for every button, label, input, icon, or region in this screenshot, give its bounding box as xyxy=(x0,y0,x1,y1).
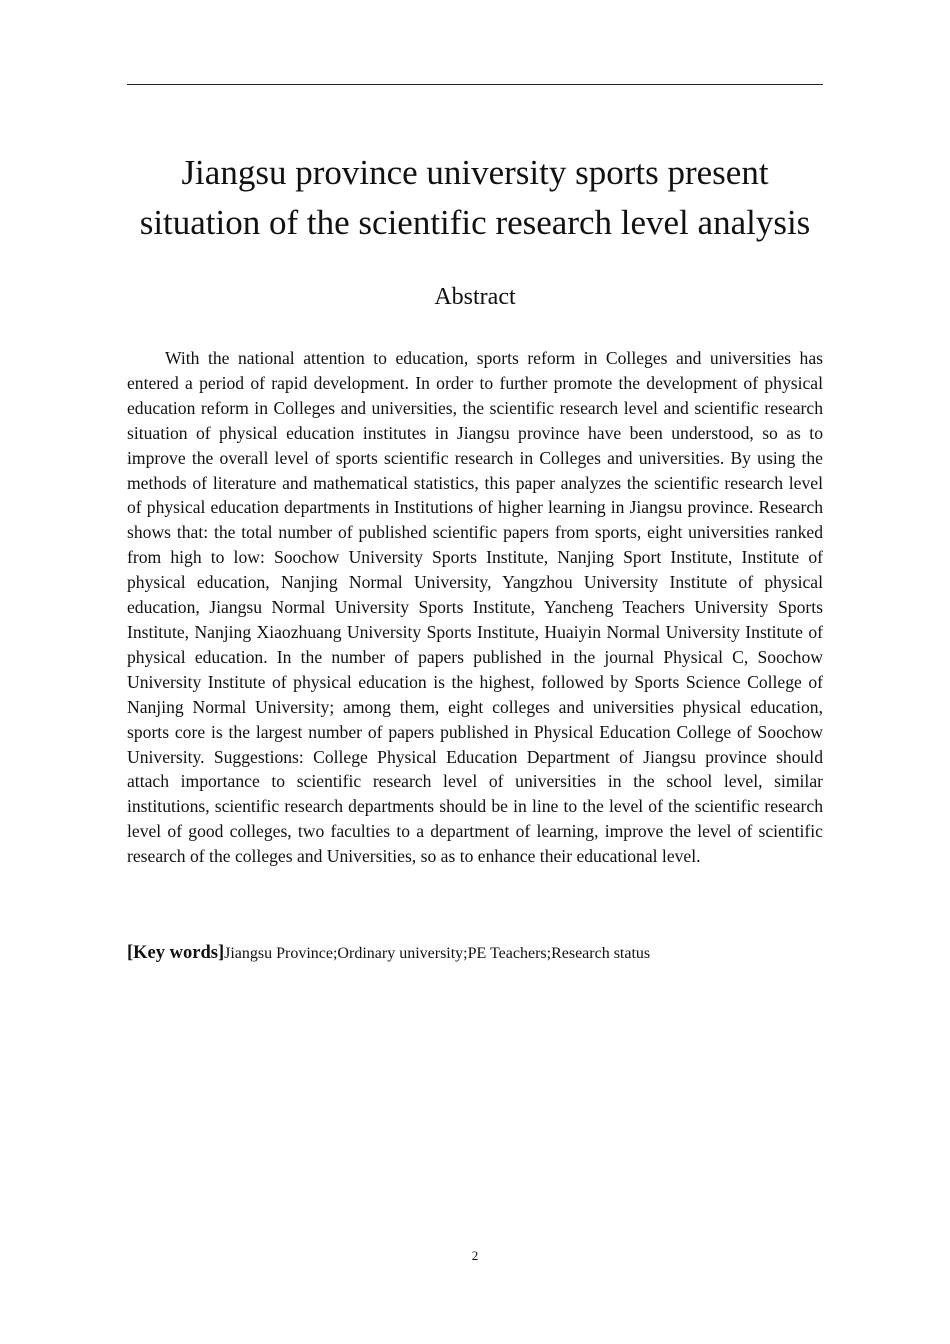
keywords-label: [Key words] xyxy=(127,943,225,963)
header-rule xyxy=(127,84,823,85)
keywords-text: Jiangsu Province;Ordinary university;PE Teachers;Research status xyxy=(224,945,651,962)
abstract-heading: Abstract xyxy=(434,284,516,310)
paper-title: Jiangsu province university sports present situation of the scientific research level analysis xyxy=(139,153,811,242)
keywords-line xyxy=(127,941,823,966)
abstract-body: With the national attention to education, sports reform in Colleges and universities has entered a period of rapid development. In order to further promote the development of physical education reform in Colleges and universities, the scientific research level and scientific research situation of physical education institutes in Jiangsu province have been understood, so as to improve the overall level of sports scientific research in Colleges and universities. By using the methods of literature and mathematical statistics, this paper analyzes the scientific research level of physical education departments in Institutions of higher learning in Jiangsu province. Research shows that: the total number of published scientific papers from sports, eight universities ranked from high to low: Soochow University Sports Institute, Nanjing Sport Institute, Institute of physical education, Nanjing Normal University, Yangzhou University Institute of physical education, Jiangsu Normal University Sports Institute, Yancheng Teachers University Sports Institute, Nanjing Xiaozhuang University Sports Institute, Huaiyin Normal University Institute of physical education. In the number of papers published in the journal Physical C, Soochow University Institute of physical education is the highest, followed by Sports Science College of Nanjing Normal University; among them, eight colleges and universities physical education, sports core is the largest number of papers published in Physical Education College of Soochow University. Suggestions: College Physical Education Department of Jiangsu province should attach importance to scientific research level of universities in the school level, similar institutions, scientific research departments should be in line to the level of the scientific research level of good colleges, two faculties to a department of learning, improve the level of scientific research of the colleges and Universities, so as to enhance their educational level. xyxy=(127,348,823,867)
page-number: 2 xyxy=(471,1248,479,1263)
